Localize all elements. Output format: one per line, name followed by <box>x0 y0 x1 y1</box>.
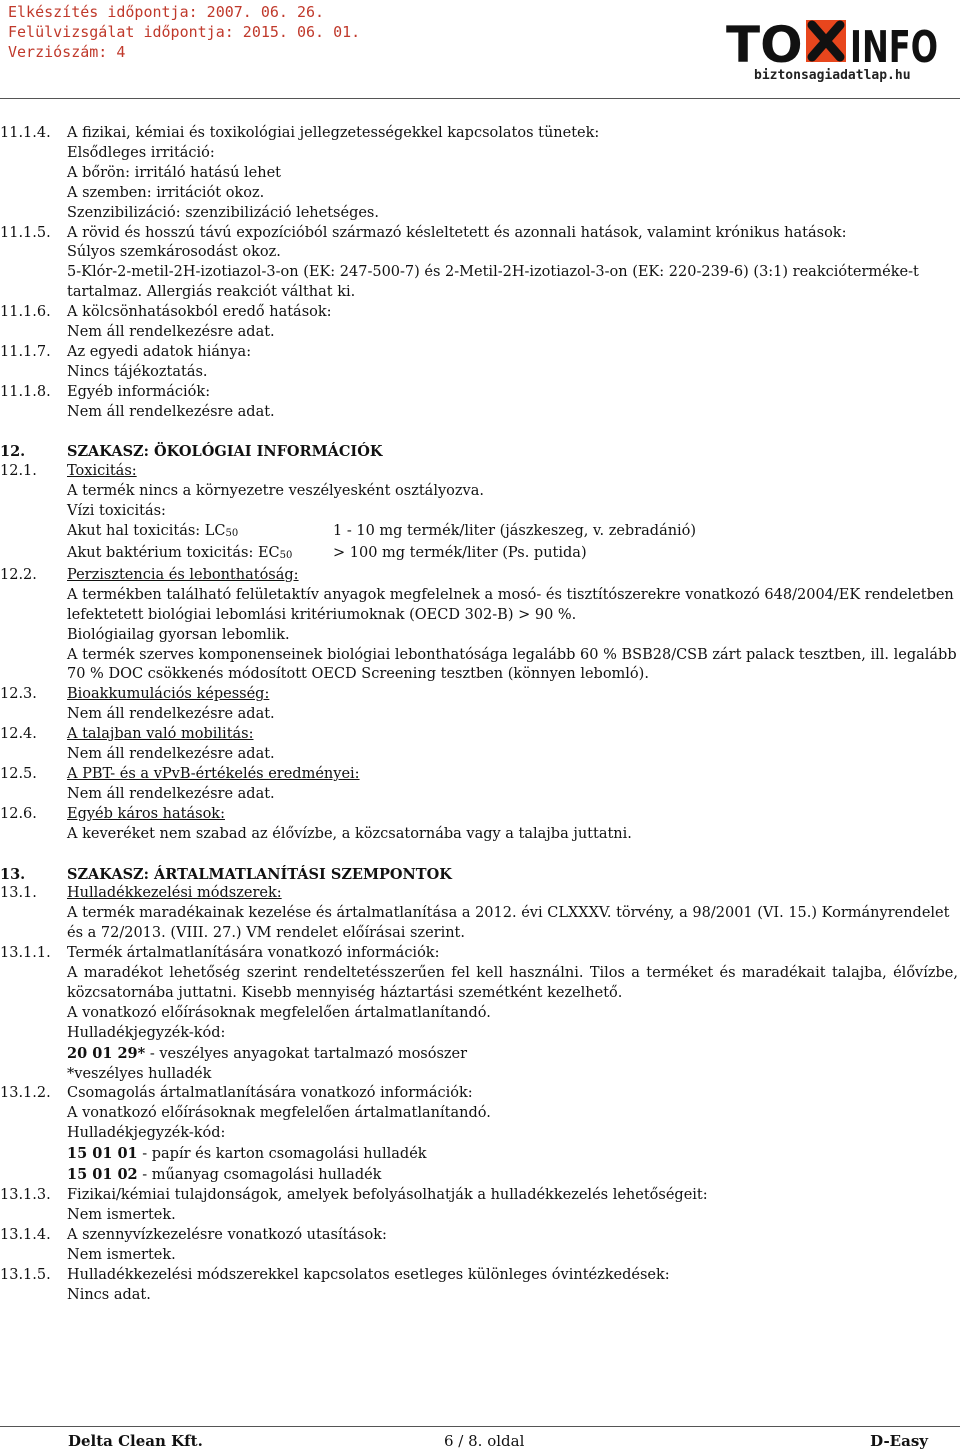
footer-page-number: 6 / 8. oldal <box>444 1432 525 1450</box>
text-line: Szenzibilizáció: szenzibilizáció lehetséges. <box>67 204 379 221</box>
creation-date: Elkészítés időpontja: 2007. 06. 26. <box>8 3 325 21</box>
text-line: Nem áll rendelkezésre adat. <box>67 403 275 420</box>
text-line: Nem áll rendelkezésre adat. <box>67 706 275 723</box>
item-12-5: 12.5. A PBT- és a vPvB-értékelés eredményei: <box>0 765 360 782</box>
waste-code-row: 20 01 29* - veszélyes anyagokat tartalmazó mosószer <box>67 1044 468 1062</box>
page-footer <box>0 1432 960 1451</box>
item-11-1-6: 11.1.6. A kölcsönhatásokból eredő hatások: <box>0 304 332 321</box>
text-line: Hulladékjegyzék-kód: <box>67 1024 226 1041</box>
text-line: Nem áll rendelkezésre adat. <box>67 746 275 763</box>
text-line: Elsődleges irritáció: <box>67 144 215 161</box>
item-13-1: 13.1. Hulladékkezelési módszerek: <box>0 885 282 902</box>
subheading: Egyéb káros hatások: <box>67 805 225 822</box>
text-line: A szemben: irritációt okoz. <box>67 184 265 201</box>
text-line: Nincs tájékoztatás. <box>67 363 208 380</box>
text-line: A termék nincs a környezetre veszélyesként osztályozva. <box>67 483 484 500</box>
text-line: Súlyos szemkárosodást okoz. <box>67 244 281 261</box>
section-12-heading: 12. SZAKASZ: ÖKOLÓGIAI INFORMÁCIÓK <box>0 443 383 461</box>
item-13-1-1: 13.1.1. Termék ártalmatlanítására vonatkozó információk: <box>0 945 440 962</box>
subheading: A talajban való mobilitás: <box>67 726 254 743</box>
text-paragraph: A termékben található felületaktív anyagok megfelelnek a mosó- és tisztítószerekre vonatkozó 648/2004/EK rendeletben lefektetett biológiai lebomlási kritériumoknak (OECD 302-B) > 90 %. <box>67 586 954 623</box>
waste-code-row: 15 01 01 - papír és karton csomagolási hulladék <box>67 1145 427 1163</box>
subheading: A PBT- és a vPvB-értékelés eredményei: <box>67 765 360 782</box>
footer-product: D-Easy <box>870 1432 928 1450</box>
logo-text-left: TO <box>726 16 803 74</box>
footer-divider <box>0 1426 960 1427</box>
text-line: Hulladékjegyzék-kód: <box>67 1125 226 1142</box>
item-11-1-5: 11.1.5. A rövid és hosszú távú expozícióból származó késleltetett és azonnali hatások, valamint krónikus hatások: <box>0 224 847 241</box>
text-line: Vízi toxicitás: <box>67 503 166 520</box>
text-line: A vonatkozó előírásoknak megfelelően ártalmatlanítandó. <box>67 1004 491 1021</box>
subheading: Bioakkumulációs képesség: <box>67 686 270 703</box>
text-line: Nem áll rendelkezésre adat. <box>67 785 275 802</box>
item-11-1-4: 11.1.4. A fizikai, kémiai és toxikológiai jellegzetességekkel kapcsolatos tünetek: <box>0 125 600 141</box>
item-12-6: 12.6. Egyéb káros hatások: <box>0 805 225 822</box>
text-line: A vonatkozó előírásoknak megfelelően ártalmatlanítandó. <box>67 1105 491 1122</box>
text-paragraph: A termék maradékainak kezelése és ártalmatlanítása a 2012. évi CLXXXV. törvény, a 98/2001 (VI. 15.) Kormányrendelet és a 72/2013. (VIII. 27.) VM rendelet előírásai szerint. <box>67 905 950 942</box>
page-content <box>0 124 960 1305</box>
text-line: *veszélyes hulladék <box>67 1065 212 1082</box>
text-line: Biológiailag gyorsan lebomlik. <box>67 626 290 643</box>
logo-url: biztonsagiadatlap.hu <box>754 68 911 83</box>
logo-text-right: INFO <box>850 22 938 73</box>
subheading: Perzisztencia és lebonthatóság: <box>67 566 299 583</box>
hazard-x-icon <box>806 20 846 62</box>
item-13-1-3: 13.1.3. Fizikai/kémiai tulajdonságok, amelyek befolyásolhatják a hulladékkezelés lehetőségeit: <box>0 1187 708 1203</box>
item-12-1: 12.1. Toxicitás: <box>0 463 137 480</box>
section-13-heading: 13. SZAKASZ: ÁRTALMATLANÍTÁSI SZEMPONTOK <box>0 865 452 883</box>
text-line: A keveréket nem szabad az élővízbe, a közcsatornába vagy a talajba juttatni. <box>67 825 632 842</box>
text-line: Nem ismertek. <box>67 1246 176 1263</box>
revision-date: Felülvizsgálat időpontja: 2015. 06. 01. <box>8 23 361 41</box>
subheading: Hulladékkezelési módszerek: <box>67 885 282 902</box>
header-divider <box>0 98 960 99</box>
text-line: Nincs adat. <box>67 1286 151 1303</box>
text-line: Nem ismertek. <box>67 1206 176 1223</box>
bacteria-toxicity-row: Akut baktérium toxicitás: $EC_{50}$ > 100 mg termék/liter (Ps. putida) <box>67 545 587 562</box>
toxinfo-logo <box>726 14 938 74</box>
subheading: Toxicitás: <box>67 463 137 480</box>
text-paragraph: 5-Klór-2-metil-2H-izotiazol-3-on (EK: 247-500-7) és 2-Metil-2H-izotiazol-3-on (EK: 220-239-6) (3:1) reakcióterméke-t tartalmaz. Allergiás reakciót válthat ki. <box>67 264 919 301</box>
text-line: Nem áll rendelkezésre adat. <box>67 324 275 341</box>
item-11-1-7: 11.1.7. Az egyedi adatok hiánya: <box>0 343 252 360</box>
footer-company: Delta Clean Kft. <box>68 1432 203 1450</box>
item-13-1-5: 13.1.5. Hulladékkezelési módszerekkel kapcsolatos esetleges különleges óvintézkedések: <box>0 1266 670 1283</box>
text-paragraph: A termék szerves komponenseinek biológiai lebonthatósága legalább 60 % BSB28/CSB zárt palack tesztben, ill. legalább 70 % DOC csökkenés módosított OECD Screening tesztben (könnyen lebomló). <box>67 646 957 683</box>
item-13-1-2: 13.1.2. Csomagolás ártalmatlanítására vonatkozó információk: <box>0 1085 473 1102</box>
item-12-2: 12.2. Perzisztencia és lebonthatóság: <box>0 566 299 583</box>
text-paragraph: A maradékot lehetőség szerint rendeltetésszerűen fel kell használni. Tilos a terméket és maradékait talajba, élővízbe, közcsatornába juttatni. Kisebb mennyiség háztartási szemétként kezelhető. <box>67 965 958 1001</box>
item-11-1-8: 11.1.8. Egyéb információk: <box>0 383 211 400</box>
waste-code-row: 15 01 02 - műanyag csomagolási hulladék <box>67 1166 382 1184</box>
item-13-1-4: 13.1.4. A szennyvízkezelésre vonatkozó utasítások: <box>0 1226 387 1243</box>
fish-toxicity-row: Akut hal toxicitás: $LC_{50}$ 1 - 10 mg termék/liter (jászkeszeg, v. zebradánió) <box>67 523 697 540</box>
text-line: A bőrön: irritáló hatású lehet <box>67 164 281 181</box>
version-number: Verziószám: 4 <box>8 43 126 61</box>
item-12-4: 12.4. A talajban való mobilitás: <box>0 726 254 743</box>
item-12-3: 12.3. Bioakkumulációs képesség: <box>0 686 270 703</box>
document-header <box>8 2 360 62</box>
